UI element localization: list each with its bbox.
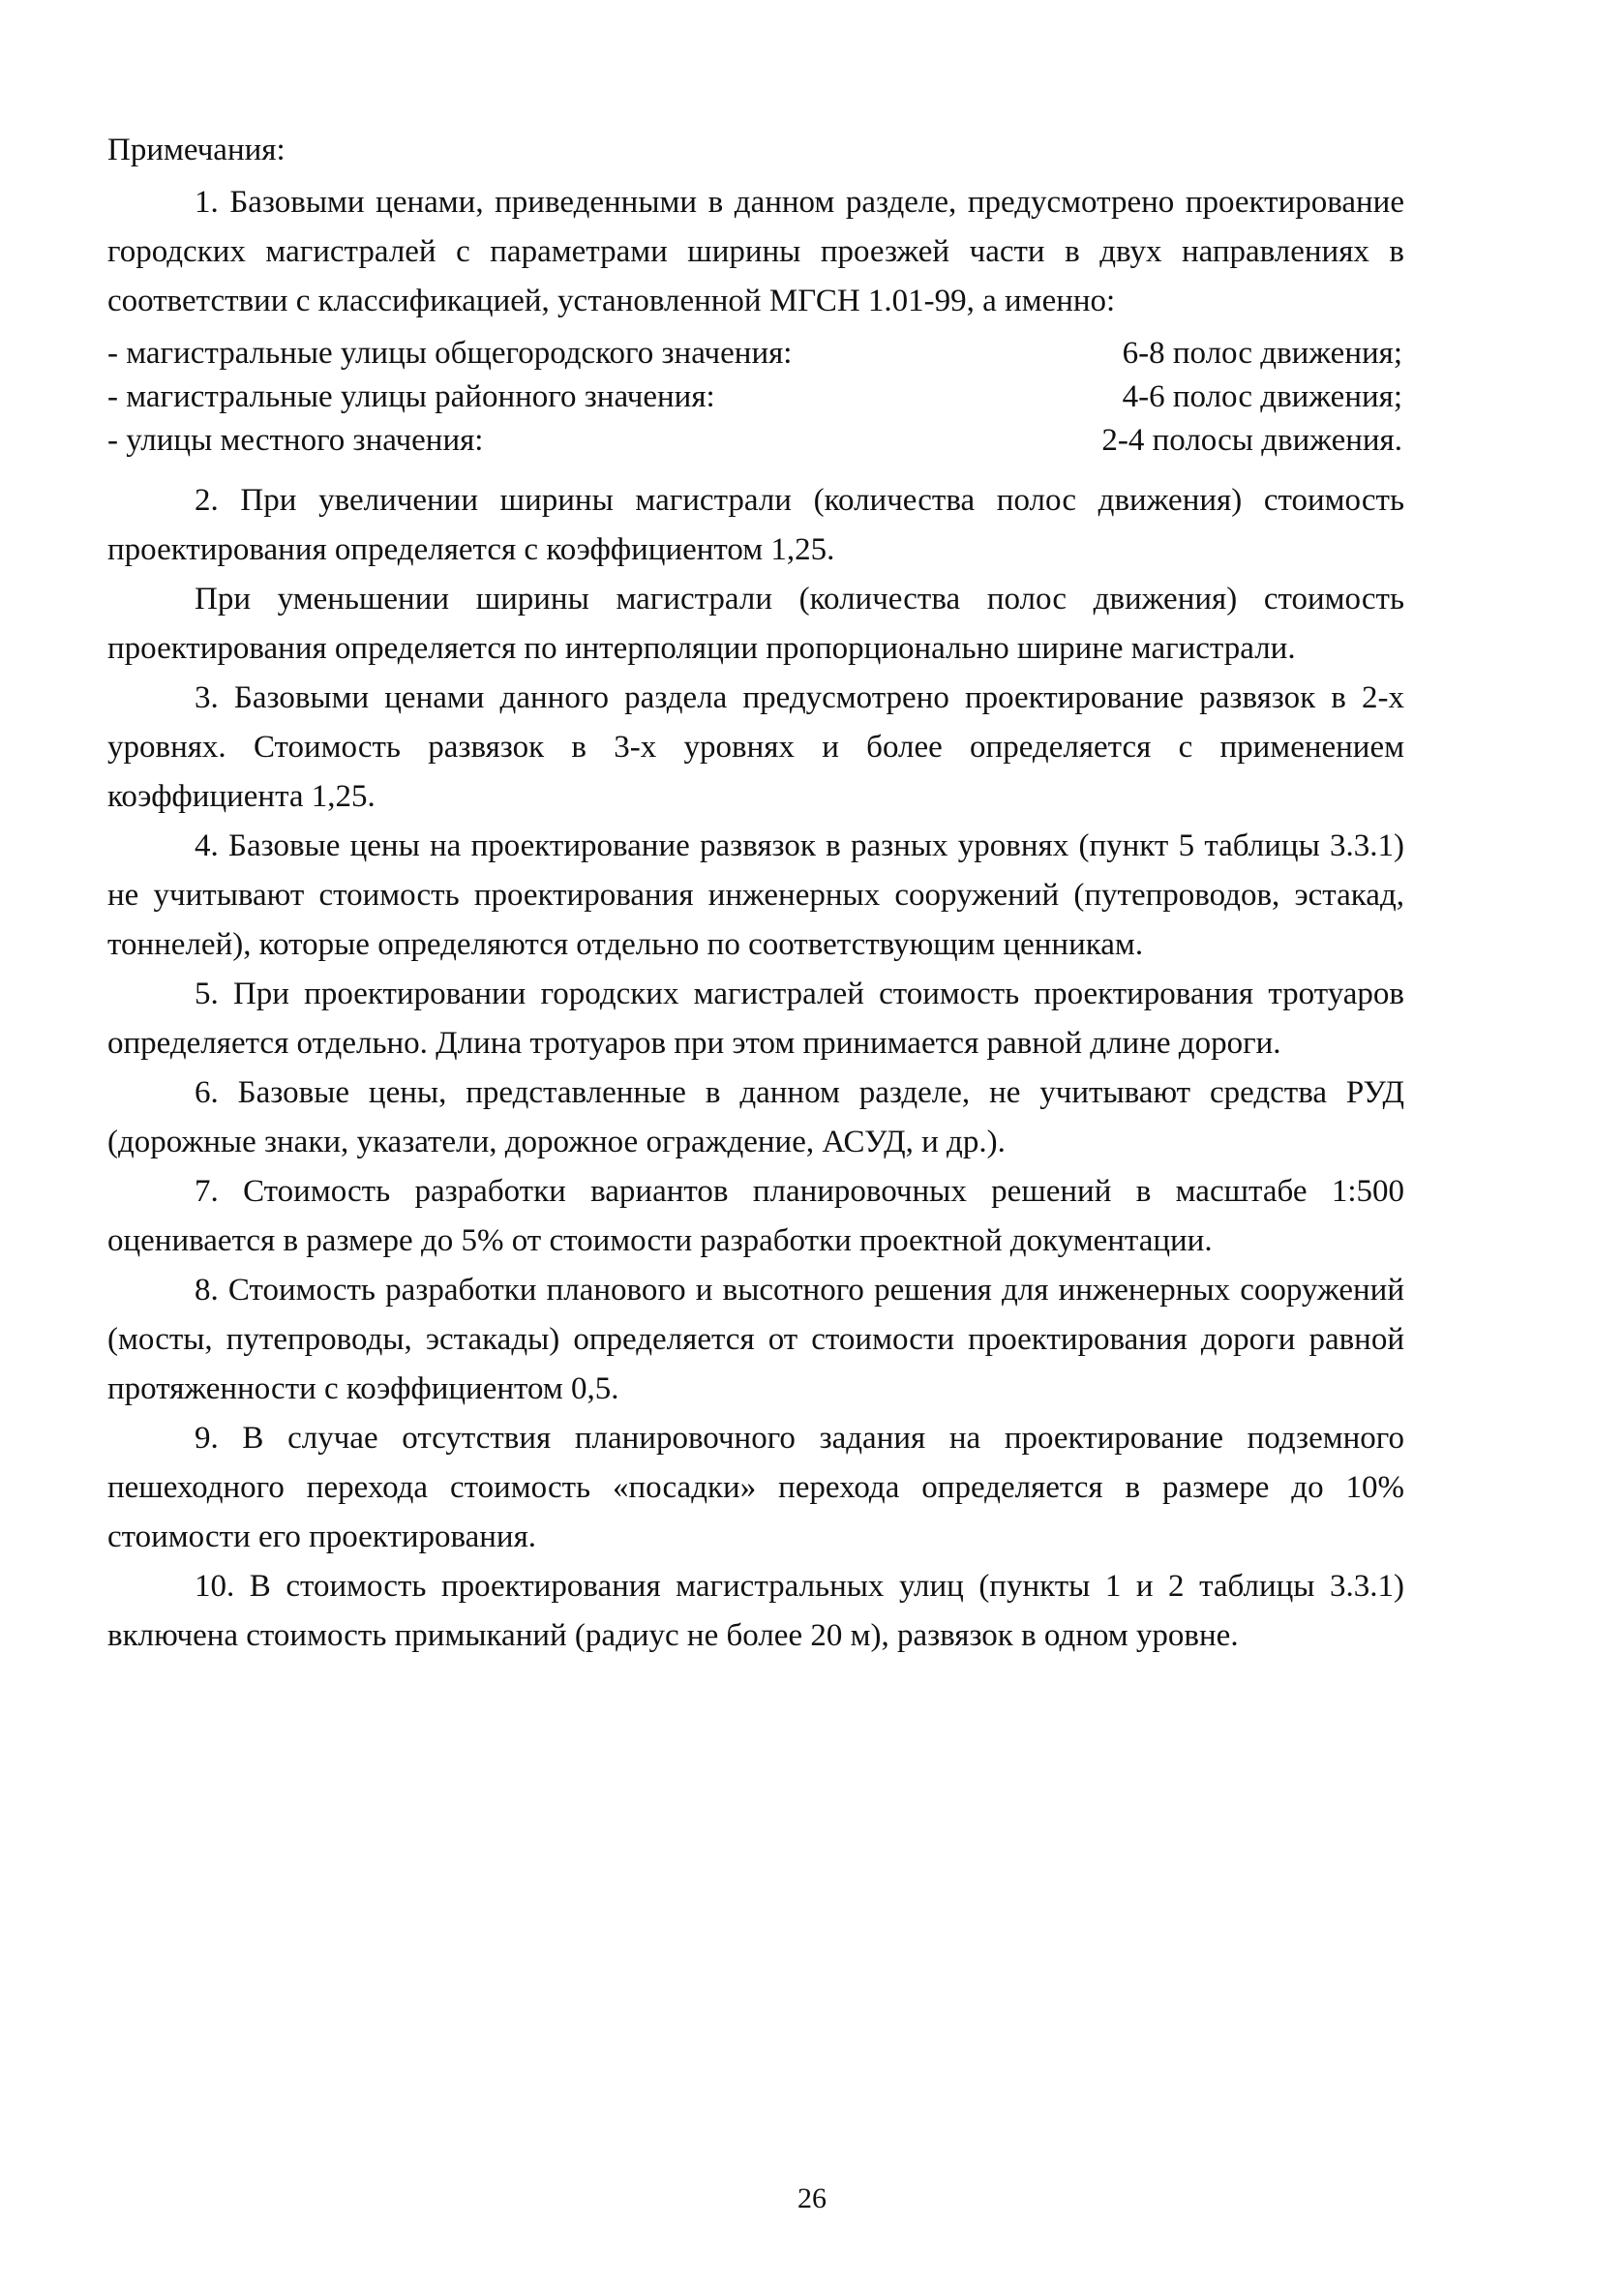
list-item-label: - магистральные улицы районного значения: <box>107 379 715 414</box>
list-item <box>107 419 1404 463</box>
list-item-value: 2-4 полосы движения. <box>1101 423 1402 458</box>
list-item-value: 4-6 полос движения; <box>1122 379 1402 414</box>
street-category-list <box>107 332 1404 463</box>
note-8: 8. Стоимость разработки планового и высотного решения для инженерных сооружений (мосты, путепроводы, эстакады) определяется от стоимости проектирования дороги равной протяженности с коэффициентом 0,5. <box>107 1273 1404 1406</box>
notes-heading: Примечания: <box>107 133 286 167</box>
note-2-continued: При уменьшении ширины магистрали (количества полос движения) стоимость проектирования определяется по интерполяции пропорционально ширине магистрали. <box>107 582 1404 666</box>
note-9: 9. В случае отсутствия планировочного задания на проектирование подземного пешеходного перехода стоимость «посадки» перехода определяется в размере до 10% стоимости его проектирования. <box>107 1421 1404 1554</box>
note-6: 6. Базовые цены, представленные в данном разделе, не учитывают средства РУД (дорожные знаки, указатели, дорожное ограждение, АСУД, и др.). <box>107 1075 1404 1159</box>
note-1: 1. Базовыми ценами, приведенными в данном разделе, предусмотрено проектирование городских магистралей с параметрами ширины проезжей части в двух направлениях в соответствии с классификацией, установленной МГСН 1.01-99, а именно: <box>107 185 1404 318</box>
note-2: 2. При увеличении ширины магистрали (количества полос движения) стоимость проектирования определяется с коэффициентом 1,25. <box>107 483 1404 567</box>
list-item <box>107 332 1404 376</box>
note-7: 7. Стоимость разработки вариантов планировочных решений в масштабе 1:500 оценивается в размере до 5% от стоимости разработки проектной документации. <box>107 1174 1404 1258</box>
note-5: 5. При проектировании городских магистралей стоимость проектирования тротуаров определяется отдельно. Длина тротуаров при этом принимается равной длине дороги. <box>107 977 1404 1061</box>
note-3: 3. Базовыми ценами данного раздела предусмотрено проектирование развязок в 2-х уровнях. Стоимость развязок в 3-х уровнях и более определяется с применением коэффициента 1,25. <box>107 680 1404 814</box>
note-10: 10. В стоимость проектирования магистральных улиц (пункты 1 и 2 таблицы 3.3.1) включена стоимость примыканий (радиус не более 20 м), развязок в одном уровне. <box>107 1569 1404 1653</box>
page-number: 26 <box>797 2182 827 2214</box>
list-item <box>107 376 1404 419</box>
list-item-label: - улицы местного значения: <box>107 423 484 458</box>
list-item-label: - магистральные улицы общегородского значения: <box>107 336 793 371</box>
note-4: 4. Базовые цены на проектирование развязок в разных уровнях (пункт 5 таблицы 3.3.1) не учитывают стоимость проектирования инженерных сооружений (путепроводов, эстакад, тоннелей), которые определяются отдельно по соответствующим ценникам. <box>107 828 1404 962</box>
notes-section <box>107 126 1404 1661</box>
list-item-value: 6-8 полос движения; <box>1122 336 1402 371</box>
